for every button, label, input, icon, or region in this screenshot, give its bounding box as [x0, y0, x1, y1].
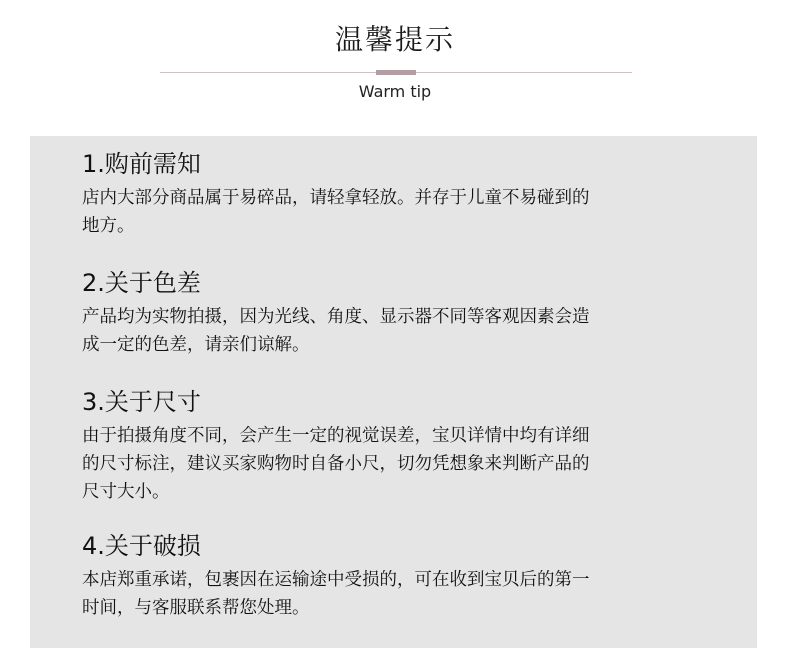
section-body	[82, 184, 702, 240]
section-body	[82, 303, 702, 359]
tips-panel	[30, 136, 757, 648]
section-line: 尺寸大小。	[82, 482, 170, 502]
page-title: 温馨提示	[334, 23, 455, 56]
section-line: 时间，与客服联系帮您处理。	[82, 598, 310, 618]
section-line: 由于拍摄角度不同，会产生一定的视觉误差，宝贝详情中均有详细	[82, 426, 590, 446]
section-line: 本店郑重承诺，包裹因在运输途中受损的，可在收到宝贝后的第一	[82, 570, 590, 590]
section-line: 店内大部分商品属于易碎品，请轻拿轻放。并存于儿童不易碰到的	[82, 188, 590, 208]
section-line: 的尺寸标注，建议买家购物时自备小尺，切勿凭想象来判断产品的	[82, 454, 590, 474]
section-heading: 2.关于色差	[82, 269, 201, 297]
tip-section-purchase	[82, 148, 702, 240]
section-heading: 1.购前需知	[82, 150, 201, 178]
section-line: 成一定的色差，请亲们谅解。	[82, 335, 310, 355]
header	[0, 0, 790, 130]
section-line: 地方。	[82, 216, 135, 236]
tip-section-damage	[82, 530, 702, 622]
section-line: 产品均为实物拍摄，因为光线、角度、显示器不同等客观因素会造	[82, 307, 590, 327]
section-body	[82, 422, 702, 506]
section-body	[82, 566, 702, 622]
title-divider-accent	[376, 70, 416, 75]
section-heading: 3.关于尺寸	[82, 388, 201, 416]
page-subtitle: Warm tip	[358, 82, 432, 101]
tip-section-color	[82, 267, 702, 359]
tip-section-size	[82, 386, 702, 506]
section-heading: 4.关于破损	[82, 532, 201, 560]
